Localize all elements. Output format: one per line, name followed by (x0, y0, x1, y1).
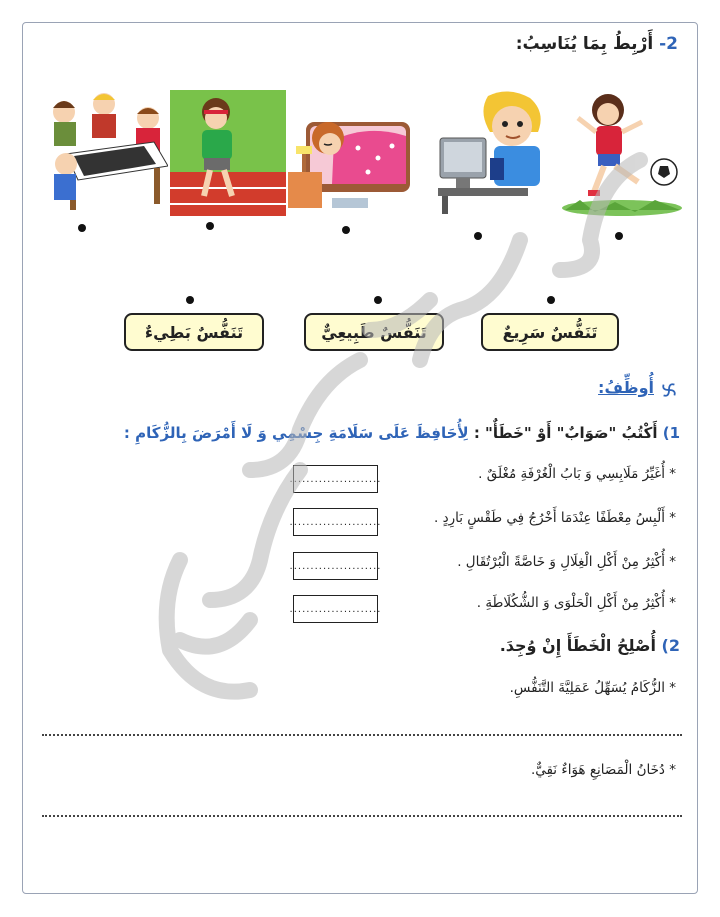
q2-heading (500, 636, 680, 655)
q1-statement-3: * أُكْثِرُ مِنْ أَكْلِ الْغِلَالِ وَ خَاصَّةً الْبُرْتُقَالِ . (457, 554, 676, 570)
match-dot-picture-4[interactable] (206, 222, 214, 230)
answer-box-4[interactable]: ...................... (293, 595, 378, 623)
q2-instruction: أُصْلِحُ الْخَطَأَ إِنْ وُجِدَ. (499, 636, 656, 655)
q1-statement-4: * أُكْثِرُ مِنْ أَكْلِ الْحَلْوَى وَ الشُّكُلَاطَةِ . (476, 595, 676, 611)
q1-subtitle: لِأُحَافِظَ عَلَى سَلَامَةِ جِسْمِي وَ لَا أَمْرَضَ بِالزُّكَامِ : (123, 424, 469, 442)
label-fast-breathing[interactable]: تَنَفُّسٌ سَرِيعٌ (481, 313, 619, 351)
q1-heading (124, 424, 680, 442)
section-title: أُوظِّفُ: (598, 378, 654, 397)
answer-line-2[interactable] (42, 815, 682, 817)
answer-line-1[interactable] (42, 734, 682, 736)
match-dot-picture-2[interactable] (474, 232, 482, 240)
label-slow-breathing[interactable]: تَنَفُّسٌ بَطِيءٌ (124, 313, 264, 351)
match-dot-picture-3[interactable] (342, 226, 350, 234)
exercise-title-text: أَرْبِطُ بِمَا يُنَاسِبُ: (515, 34, 654, 54)
girl-playing-football-image (560, 88, 684, 216)
answer-box-2[interactable]: ...................... (293, 508, 378, 536)
q1-instruction: أَكْتُبُ "صَوَابٌ" أَوْ "خَطَأٌ" : (473, 424, 658, 442)
girl-sleeping-image (288, 88, 412, 216)
exercise-number: 2- (659, 34, 678, 54)
q2-statement-1: * الزُّكَامُ يُسَهِّلُ عَمَلِيَّةَ التَّنَفُّسِ. (509, 680, 676, 696)
match-dot-label-slow[interactable] (186, 296, 194, 304)
swirl-icon (660, 381, 678, 399)
kids-playing-chess-image (44, 88, 168, 216)
match-dot-picture-1[interactable] (615, 232, 623, 240)
q1-number: 1) (662, 424, 680, 442)
q1-statement-1: * أُغَيِّرُ مَلَابِسِي وَ بَابُ الْغُرْفَةِ مُغْلَقٌ . (478, 466, 676, 482)
q2-statement-2: * دُخَانُ الْمَصَانِعِ هَوَاءٌ نَقِيٌّ. (530, 762, 676, 778)
boy-running-tired-image (166, 88, 290, 216)
match-dot-label-normal[interactable] (374, 296, 382, 304)
match-dot-picture-5[interactable] (78, 224, 86, 232)
q1-statement-2: * أَلْبِسُ مِعْطَفًا عِنْدَمَا أَخْرُجُ فِي طَقْسٍ بَارِدٍ . (434, 510, 676, 526)
answer-box-1[interactable]: ...................... (293, 465, 378, 493)
answer-box-3[interactable]: ...................... (293, 552, 378, 580)
exercise-2-title (516, 34, 678, 54)
match-dot-label-fast[interactable] (547, 296, 555, 304)
boy-at-computer-image (438, 88, 562, 216)
q2-number: 2) (661, 636, 680, 655)
label-normal-breathing[interactable]: تَنَفُّسٌ طَبِيعِيٌّ (304, 313, 444, 351)
